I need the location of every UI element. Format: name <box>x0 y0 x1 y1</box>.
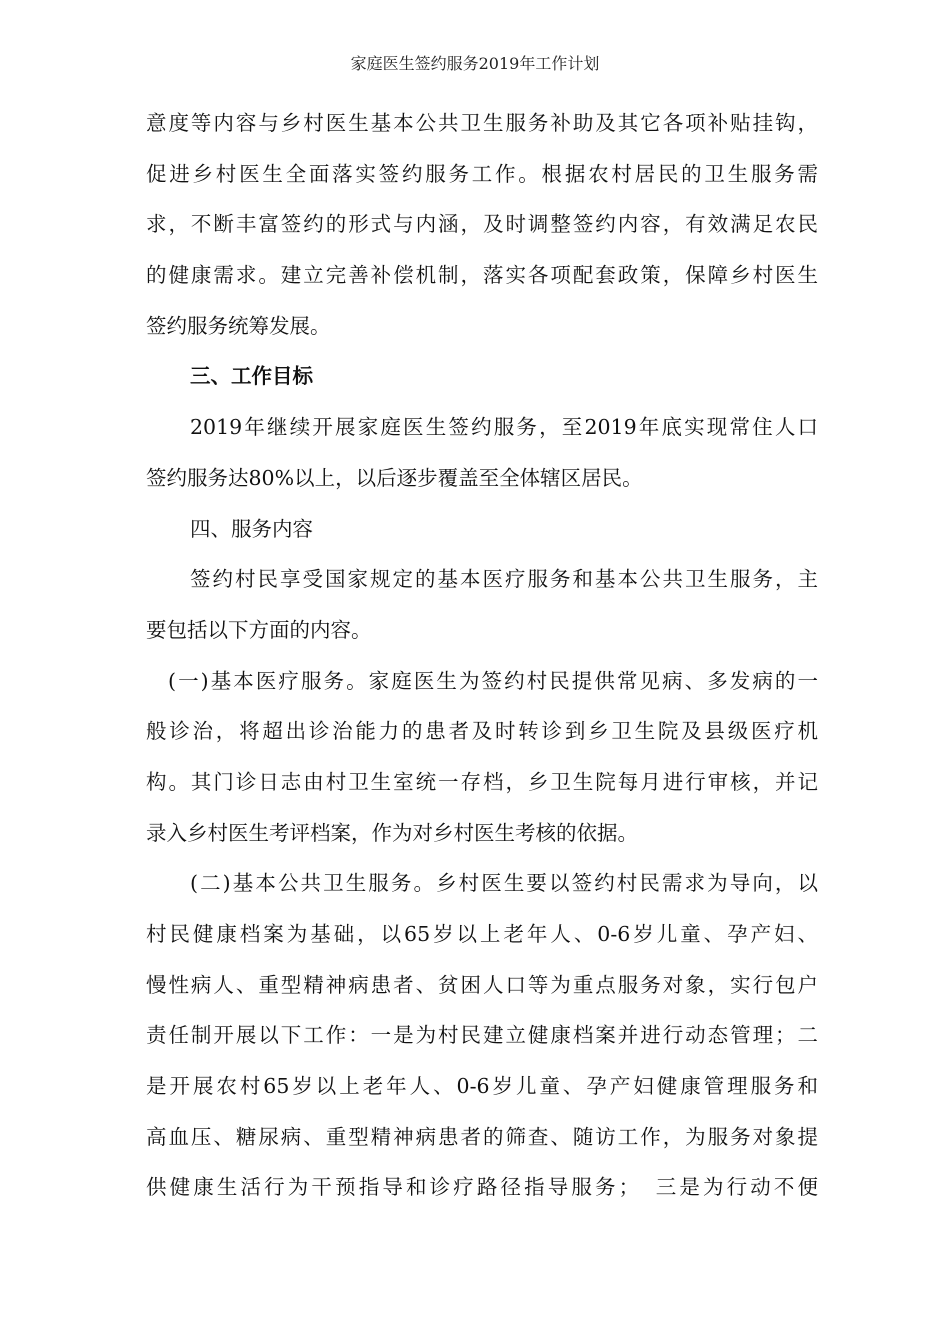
text-line: 录入乡村医生考评档案，作为对乡村医生考核的依据。 <box>146 820 638 845</box>
text-line: 供健康生活行为干预指导和诊疗路径指导服务； 三是为行动不便 <box>146 1175 818 1200</box>
text-line: 村民健康档案为基础，以65岁以上老年人、0-6岁儿童、孕产妇、 <box>146 922 818 946</box>
text-line: 是开展农村65岁以上老年人、0-6岁儿童、孕产妇健康管理服务和 <box>146 1074 818 1099</box>
text-line: 的健康需求。建立完善补偿机制，落实各项配套政策，保障乡村医生 <box>146 263 818 288</box>
running-header: 家庭医生签约服务2019年工作计划 <box>350 54 600 73</box>
section-heading: 三、工作目标 <box>190 364 313 389</box>
text-line: 要包括以下方面的内容。 <box>146 617 372 642</box>
text-line: 构。其门诊日志由村卫生室统一存档，乡卫生院每月进行审核，并记 <box>146 769 818 794</box>
text-line: 慢性病人、重型精神病患者、贫困人口等为重点服务对象，实行包户 <box>146 972 818 997</box>
text-line: 般诊治，将超出诊治能力的患者及时转诊到乡卫生院及县级医疗机 <box>146 719 818 744</box>
text-line: (一)基本医疗服务。家庭医生为签约村民提供常见病、多发病的一 <box>168 668 818 693</box>
text-line: 求，不断丰富签约的形式与内涵，及时调整签约内容，有效满足农民 <box>146 212 818 237</box>
text-line: 2019年继续开展家庭医生签约服务，至2019年底实现常住人口 <box>190 415 818 440</box>
section-heading: 四、服务内容 <box>190 516 313 541</box>
text-line: (二)基本公共卫生服务。乡村医生要以签约村民需求为导向，以 <box>190 871 818 896</box>
text-line: 签约服务统筹发展。 <box>146 313 331 338</box>
text-line: 责任制开展以下工作：一是为村民建立健康档案并进行动态管理；二 <box>146 1023 818 1048</box>
text-line: 签约服务达80%以上，以后逐步覆盖至全体辖区居民。 <box>146 465 643 490</box>
text-line: 高血压、糖尿病、重型精神病患者的筛查、随访工作，为服务对象提 <box>146 1124 818 1149</box>
text-line: 意度等内容与乡村医生基本公共卫生服务补助及其它各项补贴挂钩， <box>146 111 818 135</box>
text-line: 促进乡村医生全面落实签约服务工作。根据农村居民的卫生服务需 <box>146 161 818 186</box>
body-text <box>146 98 818 1213</box>
text-line: 签约村民享受国家规定的基本医疗服务和基本公共卫生服务，主 <box>190 567 818 592</box>
